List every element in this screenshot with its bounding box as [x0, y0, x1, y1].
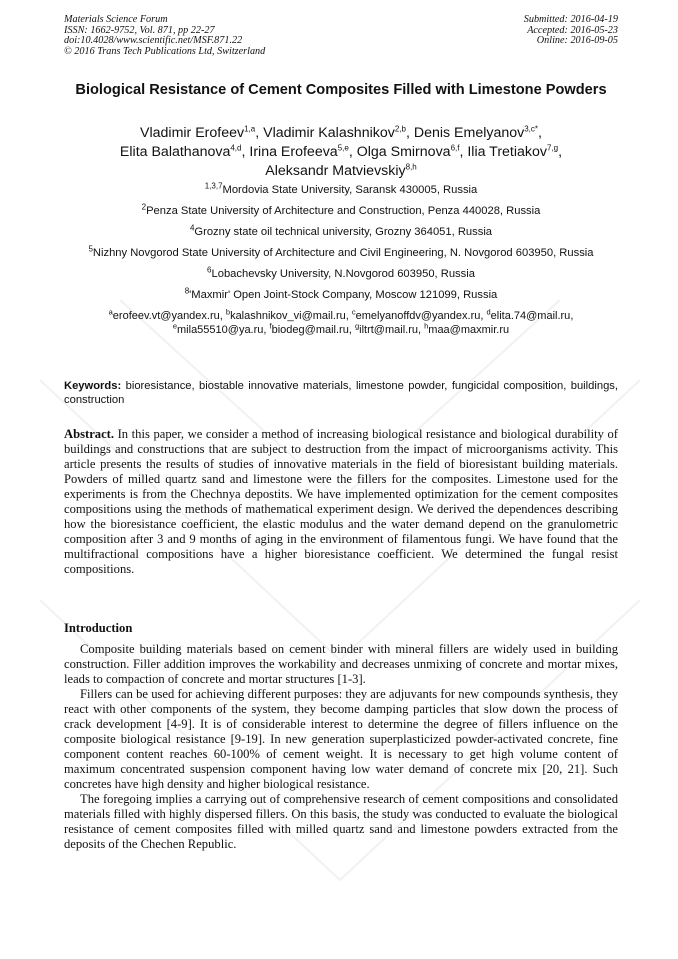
email: $^d$elita.74@mail.ru, [486, 307, 574, 322]
paper-title: Biological Resistance of Cement Composites Filled with Limestone Powders [75, 82, 607, 98]
author: Vladimir Erofeev$^{1,a}$, [140, 124, 264, 141]
submitted-date: Submitted: 2016-04-19 [523, 14, 618, 25]
author: Irina Erofeeva$^{5,e}$, [249, 143, 357, 160]
affiliation: $^8$'Maxmir' Open Joint-Stock Company, Moscow 121099, Russia [184, 286, 498, 301]
author: Denis Emelyanov$^{3,c*}$, [413, 124, 542, 141]
copyright-line: © 2016 Trans Tech Publications Ltd, Switzerland [64, 45, 266, 57]
author: Ilia Tretiakov$^{7,g}$, [467, 143, 563, 160]
email: $^f$biodeg@mail.ru, [269, 321, 355, 336]
email: $^a$erofeev.vt@yandex.ru, [108, 307, 226, 322]
journal-name: Materials Science Forum [64, 14, 168, 25]
email: $^c$emelyanoffdv@yandex.ru, [351, 307, 487, 322]
affiliation: $^4$Grozny state oil technical university, Grozny 364051, Russia [189, 223, 493, 238]
author: Elita Balathanova$^{4,d}$, [119, 143, 250, 160]
keywords [64, 379, 618, 407]
abstract-label: Abstract. [64, 427, 115, 441]
keywords-text: bioresistance, biostable innovative materials, limestone powder, fungicidal composition, buildings, construction [64, 380, 618, 406]
journal-header-left [64, 15, 265, 57]
abstract [64, 427, 618, 577]
keywords-label: Keywords: [64, 380, 122, 392]
paragraph: The foregoing implies a carrying out of comprehensive research of cement compositions and consolidated materials filled with highly dispersed fillers. On this basis, the study was conducted to evaluate the biological resistance of cement composites filled with milled quartz sand and limestone powders extracted from the deposits of the Chechen Republic. [64, 792, 618, 851]
introduction-body [64, 642, 618, 852]
email: $^h$maa@maxmir.ru [424, 321, 510, 336]
email: $^b$kalashnikov_vi@mail.ru, [225, 307, 352, 322]
affiliations [64, 183, 618, 337]
journal-header-right [524, 15, 618, 47]
abstract-text: In this paper, we consider a method of increasing biological resistance and biological durability of buildings and constructions that are subject to destruction from the impact of microorganisms activity. This article presents the results of studies of innovative materials in the field of bioresistant building materials. Powders of milled quartz sand and limestone were the fillers for the composites. Limestone used for the experiments is from the Chechnya depostits. We have implemented optimization for the cement composites compositions using the methods of mathematical experiment design. We derived the dependences describing how the bioresistance coefficient, the elastic modulus and the water demand depend on the granulometric composition after 3 and 9 months of aging in the environment of filamentous fungi. We have found that the multifractional compositions have a higher bioresistance coefficient. We determined the fungal resist compositions. [64, 427, 618, 576]
affiliation: $^6$Lobachevsky University, N.Novgorod 603950, Russia [207, 265, 475, 280]
accepted-date: Accepted: 2016-05-23 [527, 24, 618, 36]
paragraph: Fillers can be used for achieving different purposes: they are adjuvants for new compounds synthesis, they react with other components of the system, they become damping particles that slow down the process of crack development [4-9]. It is of considerable interest to determine the degree of fillers influence on the composite biological resistance [9-19]. In new generation superplasticized powder-activated concrete, fine component content reaches 60-100% of cement weight. It is necessary to get high volume content of maximum concentrated suspension component having low water demand of concrete mix [20, 21]. Such concretes have high density and higher biological resistance. [64, 687, 618, 791]
issn-line: ISSN: 1662-9752, Vol. 871, pp 22-27 [64, 24, 215, 36]
email: $^e$mila55510@ya.ru, [172, 321, 270, 336]
doi-line: doi:10.4028/www.scientific.net/MSF.871.22 [64, 35, 243, 47]
paragraph: Composite building materials based on cement binder with mineral fillers are widely used in building construction. Filler addition improves the workability and decreases unmixing of concrete and mortar mixes, leads to compaction of concrete and mortar structures [1-3]. [64, 642, 618, 686]
affiliation: $^2$Penza State University of Architecture and Construction, Penza 440028, Russia [141, 202, 541, 217]
online-date: Online: 2016-09-05 [536, 35, 618, 47]
email: $^g$iltrt@mail.ru, [354, 321, 425, 336]
author-emails [64, 309, 618, 337]
author-list [64, 124, 618, 181]
affiliation: $^{1,3,7}$Mordovia State University, Saransk 430005, Russia [204, 181, 478, 196]
author: Vladimir Kalashnikov$^{2,b}$, [263, 124, 414, 141]
section-heading: Introduction [64, 621, 133, 635]
affiliation: $^5$Nizhny Novgorod State University of Architecture and Civil Engineering, N. Novgorod 603950, Russia [88, 244, 594, 259]
author: Olga Smirnova$^{6,f}$, [356, 143, 468, 160]
author: Aleksandr Matvievskiy$^{8,h}$ [265, 162, 417, 179]
